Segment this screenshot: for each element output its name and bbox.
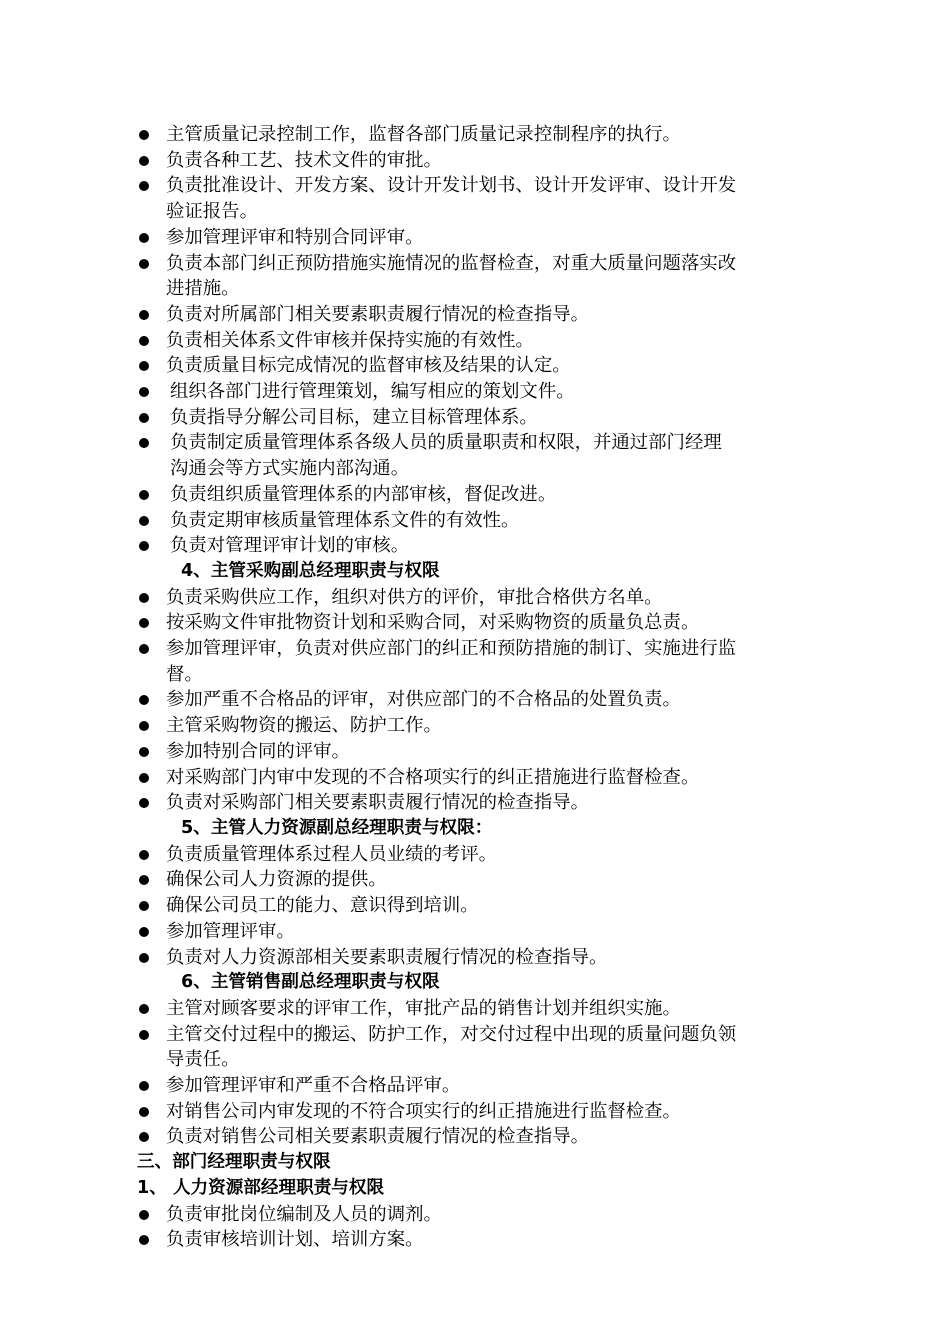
bullet-item: 确保公司员工的能力、意识得到培训。 [137, 893, 867, 919]
bullet-item: 对销售公司内审发现的不符合项实行的纠正措施进行监督检查。 [137, 1099, 867, 1125]
bullet-item: 负责质量目标完成情况的监督审核及结果的认定。 [137, 353, 867, 379]
bullet-item: 主管对顾客要求的评审工作，审批产品的销售计划并组织实施。 [137, 996, 867, 1022]
bullet-continuation: 验证报告。 [166, 201, 258, 223]
bullet-item: 负责对销售公司相关要素职责履行情况的检查指导。 [137, 1124, 867, 1150]
bullet-item: 参加管理评审和特别合同评审。 [137, 225, 867, 251]
bullet-item: 确保公司人力资源的提供。 [137, 867, 867, 893]
bullet-item: 负责质量管理体系过程人员业绩的考评。 [137, 842, 867, 868]
bullet-item: 负责组织质量管理体系的内部审核，督促改进。 [137, 482, 867, 508]
document-body [137, 122, 867, 1253]
bullet-item: 主管采购物资的搬运、防护工作。 [137, 713, 867, 739]
bullet-item: 负责对管理评审计划的审核。 [137, 533, 867, 559]
bullet-item: 对采购部门内审中发现的不合格项实行的纠正措施进行监督检查。 [137, 765, 867, 791]
bullet-continuation: 进措施。 [166, 278, 240, 300]
bullet-item: 负责定期审核质量管理体系文件的有效性。 [137, 508, 867, 534]
section-heading: 1、 人力资源部经理职责与权限 [137, 1177, 385, 1198]
bullet-item: 负责采购供应工作，组织对供方的评价，审批合格供方名单。 [137, 585, 867, 611]
bullet-continuation: 导责任。 [166, 1049, 240, 1071]
bullet-item: 参加特别合同的评审。 [137, 739, 867, 765]
bullet-continuation: 沟通会等方式实施内部沟通。 [170, 458, 410, 480]
bullet-item: 负责批准设计、开发方案、设计开发计划书、设计开发评审、设计开发 [137, 173, 867, 199]
subsection-heading: 6、主管销售副总经理职责与权限 [181, 972, 440, 993]
bullet-item: 负责对所属部门相关要素职责履行情况的检查指导。 [137, 302, 867, 328]
bullet-item: 负责审批岗位编制及人员的调剂。 [137, 1202, 867, 1228]
bullet-item: 主管交付过程中的搬运、防护工作，对交付过程中出现的质量问题负领 [137, 1022, 867, 1048]
bullet-item: 参加管理评审，负责对供应部门的纠正和预防措施的制订、实施进行监 [137, 636, 867, 662]
bullet-item: 负责本部门纠正预防措施实施情况的监督检查，对重大质量问题落实改 [137, 251, 867, 277]
bullet-item: 负责审核培训计划、培训方案。 [137, 1227, 867, 1253]
bullet-item: 负责制定质量管理体系各级人员的质量职责和权限，并通过部门经理 [137, 430, 867, 456]
bullet-item: 主管质量记录控制工作，监督各部门质量记录控制程序的执行。 [137, 122, 867, 148]
section-heading: 三、部门经理职责与权限 [137, 1152, 331, 1173]
subsection-heading: 4、主管采购副总经理职责与权限 [181, 560, 440, 581]
bullet-continuation: 督。 [166, 663, 203, 685]
bullet-item: 负责对采购部门相关要素职责履行情况的检查指导。 [137, 790, 867, 816]
bullet-item: 按采购文件审批物资计划和采购合同，对采购物资的质量负总责。 [137, 610, 867, 636]
bullet-item: 负责相关体系文件审核并保持实施的有效性。 [137, 328, 867, 354]
bullet-item: 组织各部门进行管理策划，编写相应的策划文件。 [137, 379, 867, 405]
bullet-item: 负责对人力资源部相关要素职责履行情况的检查指导。 [137, 945, 867, 971]
bullet-item: 参加管理评审和严重不合格品评审。 [137, 1073, 867, 1099]
bullet-item: 参加严重不合格品的评审，对供应部门的不合格品的处置负责。 [137, 687, 867, 713]
bullet-item: 参加管理评审。 [137, 919, 867, 945]
bullet-item: 负责各种工艺、技术文件的审批。 [137, 148, 867, 174]
subsection-heading: 5、主管人力资源副总经理职责与权限： [181, 817, 493, 838]
bullet-item: 负责指导分解公司目标，建立目标管理体系。 [137, 405, 867, 431]
